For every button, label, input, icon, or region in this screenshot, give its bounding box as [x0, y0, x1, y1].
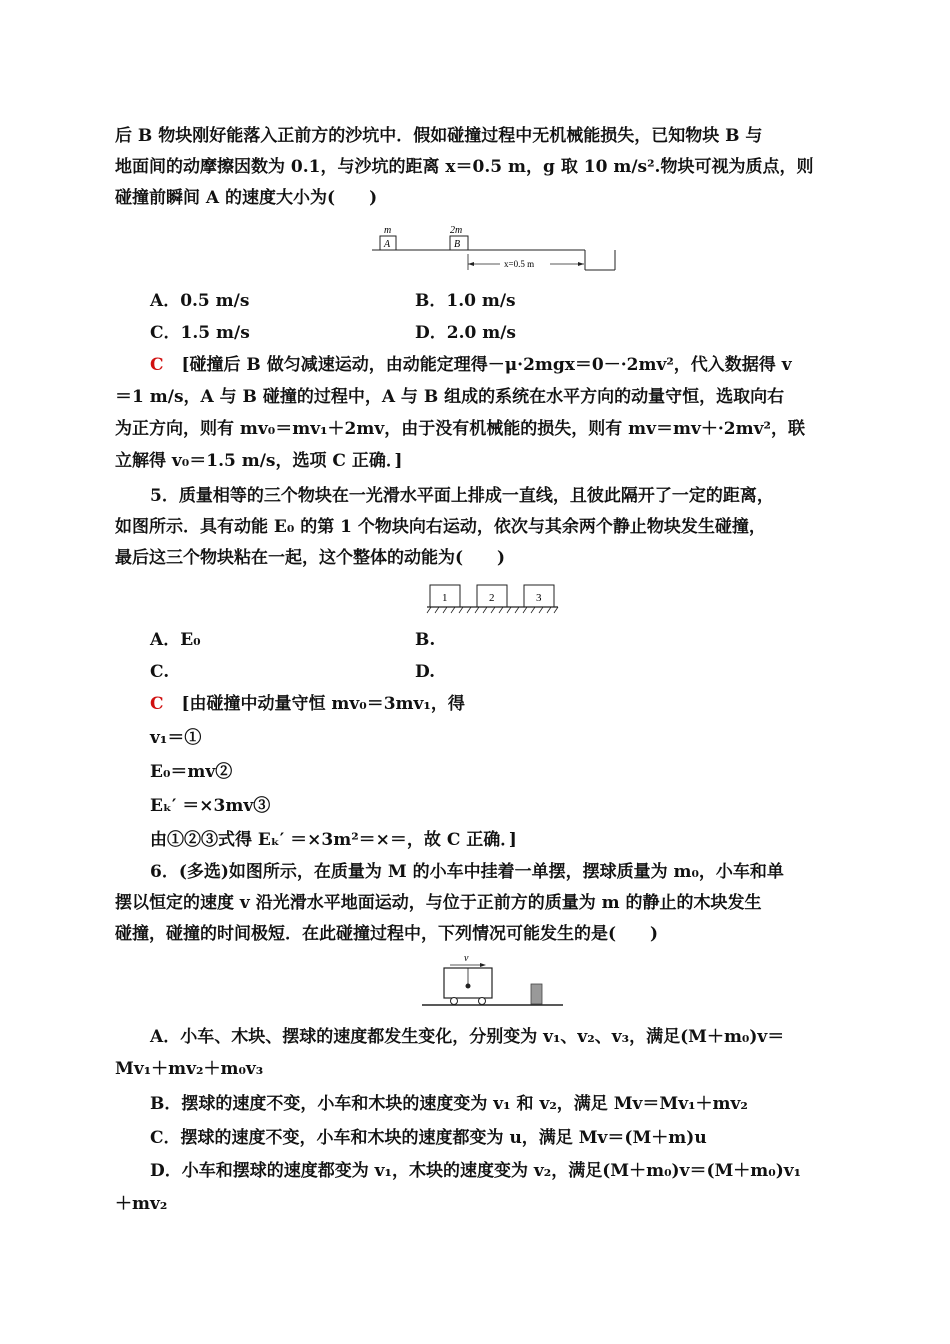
- q6-fig-wood-block: [531, 984, 542, 1004]
- q5-answer-line-4: Eₖ′ ＝×3mv③: [150, 796, 271, 816]
- q4-fig-block-b-label: B: [454, 239, 461, 250]
- q5-answer-line-3: E₀＝mv②: [150, 762, 233, 782]
- q4-answer-line-3: 为正方向，则有 mv₀＝mv₁＋2mv，由于没有机械能的损失，则有 mv＝mv＋·2mv²，联: [115, 419, 805, 439]
- q4-option-b: B．1.0 m/s: [415, 291, 516, 311]
- q5-text-line-2: 如图所示．具有动能 E₀ 的第 1 个物块向右运动，依次与其余两个静止物块发生碰撞，: [115, 517, 766, 537]
- q4-answer-line-2: ＝1 m/s，A 与 B 碰撞的过程中，A 与 B 组成的系统在水平方向的动量守恒，选取向右: [115, 387, 785, 407]
- q4-fig-mass-b-label: 2m: [450, 225, 463, 236]
- q6-option-b: B．摆球的速度不变，小车和木块的速度变为 v₁ 和 v₂，满足 Mv＝Mv₁＋mv₂: [150, 1094, 748, 1114]
- q6-figure-cart-pendulum-block: [420, 952, 565, 1010]
- q5-answer-line-5: 由①②③式得 Eₖ′ ＝×3m²＝×＝，故 C 正确．]: [150, 830, 517, 850]
- q4-fig-dim-arrow-left: [468, 262, 474, 266]
- q4-figure-blocks-and-pit: [370, 222, 620, 274]
- q6-fig-wheel-left: [451, 998, 458, 1005]
- q4-option-d: D．2.0 m/s: [415, 323, 517, 343]
- q6-option-a-line-2: Mv₁＋mv₂＋m₀v₃: [115, 1059, 264, 1079]
- q4-fig-mass-a-label: m: [384, 225, 392, 236]
- q4-answer-text-1: [碰撞后 B 做匀减速运动，由动能定理得－μ·2mgx＝0－·2mv²，代入数据得 v: [181, 355, 792, 375]
- q5-fig-block-2-label: 2: [489, 592, 495, 604]
- q5-answer-line-2: v₁＝①: [150, 728, 202, 748]
- q4-option-c: C．1.5 m/s: [150, 323, 250, 343]
- q6-option-d-line-2: ＋mv₂: [115, 1194, 168, 1214]
- q4-fig-distance-label: x=0.5 m: [504, 259, 535, 269]
- q5-fig-ground-hatching: [427, 607, 558, 613]
- q4-answer-line-1: [150, 354, 792, 376]
- q5-text-line-1: 5．质量相等的三个物块在一光滑水平面上排成一直线，且彼此隔开了一定的距离，: [150, 486, 774, 506]
- q5-text-line-3: 最后这三个物块粘在一起，这个整体的动能为( ): [115, 548, 506, 568]
- q6-option-d-line-1: D．小车和摆球的速度都变为 v₁，木块的速度变为 v₂，满足(M＋m₀)v＝(M＋m₀)v₁: [150, 1161, 802, 1181]
- q5-fig-block-1-label: 1: [442, 592, 448, 604]
- q5-answer-letter: C: [150, 694, 164, 714]
- q6-option-c: C．摆球的速度不变，小车和木块的速度都变为 u，满足 Mv＝(M＋m)u: [150, 1128, 707, 1148]
- q4-text-line-2: 地面间的动摩擦因数为 0.1，与沙坑的距离 x＝0.5 m，g 取 10 m/s².物块可视为质点，则: [115, 157, 814, 177]
- q5-option-c: C.: [150, 662, 170, 682]
- q5-fig-block-3-label: 3: [536, 592, 542, 604]
- q5-option-b: B.: [415, 630, 436, 650]
- q4-fig-dim-arrow-right: [578, 262, 584, 266]
- q4-answer-letter: C: [150, 355, 164, 375]
- q6-text-line-3: 碰撞，碰撞的时间极短．在此碰撞过程中，下列情况可能发生的是( ): [115, 924, 659, 944]
- q4-answer-line-4: 立解得 v₀＝1.5 m/s，选项 C 正确．]: [115, 451, 403, 471]
- q6-option-a-line-1: A．小车、木块、摆球的速度都发生变化，分别变为 v₁、v₂、v₃，满足(M＋m₀)v＝: [150, 1027, 785, 1047]
- q6-fig-velocity-label: v: [464, 953, 469, 964]
- q4-text-line-3: 碰撞前瞬间 A 的速度大小为( ): [115, 188, 378, 208]
- q6-fig-velocity-arrow: [480, 963, 486, 967]
- q5-figure-three-blocks: [425, 580, 560, 616]
- q5-option-a: A．E₀: [150, 630, 201, 650]
- q6-fig-wheel-right: [479, 998, 486, 1005]
- q4-text-line-1: 后 B 物块刚好能落入正前方的沙坑中．假如碰撞过程中无机械能损失，已知物块 B 与: [115, 126, 763, 146]
- q5-answer-line-1: [150, 693, 465, 715]
- q4-fig-block-a-label: A: [384, 239, 391, 250]
- q6-text-line-1: 6．(多选)如图所示，在质量为 M 的小车中挂着一单摆，摆球质量为 m₀，小车和单: [150, 862, 784, 882]
- q5-option-d: D.: [415, 662, 436, 682]
- q5-answer-text-1: [由碰撞中动量守恒 mv₀＝3mv₁，得: [181, 694, 465, 714]
- q6-text-line-2: 摆以恒定的速度 v 沿光滑水平地面运动，与位于正前方的质量为 m 的静止的木块发生: [115, 893, 762, 913]
- q4-option-a: A．0.5 m/s: [150, 291, 250, 311]
- q6-fig-pendulum-bob: [466, 984, 471, 989]
